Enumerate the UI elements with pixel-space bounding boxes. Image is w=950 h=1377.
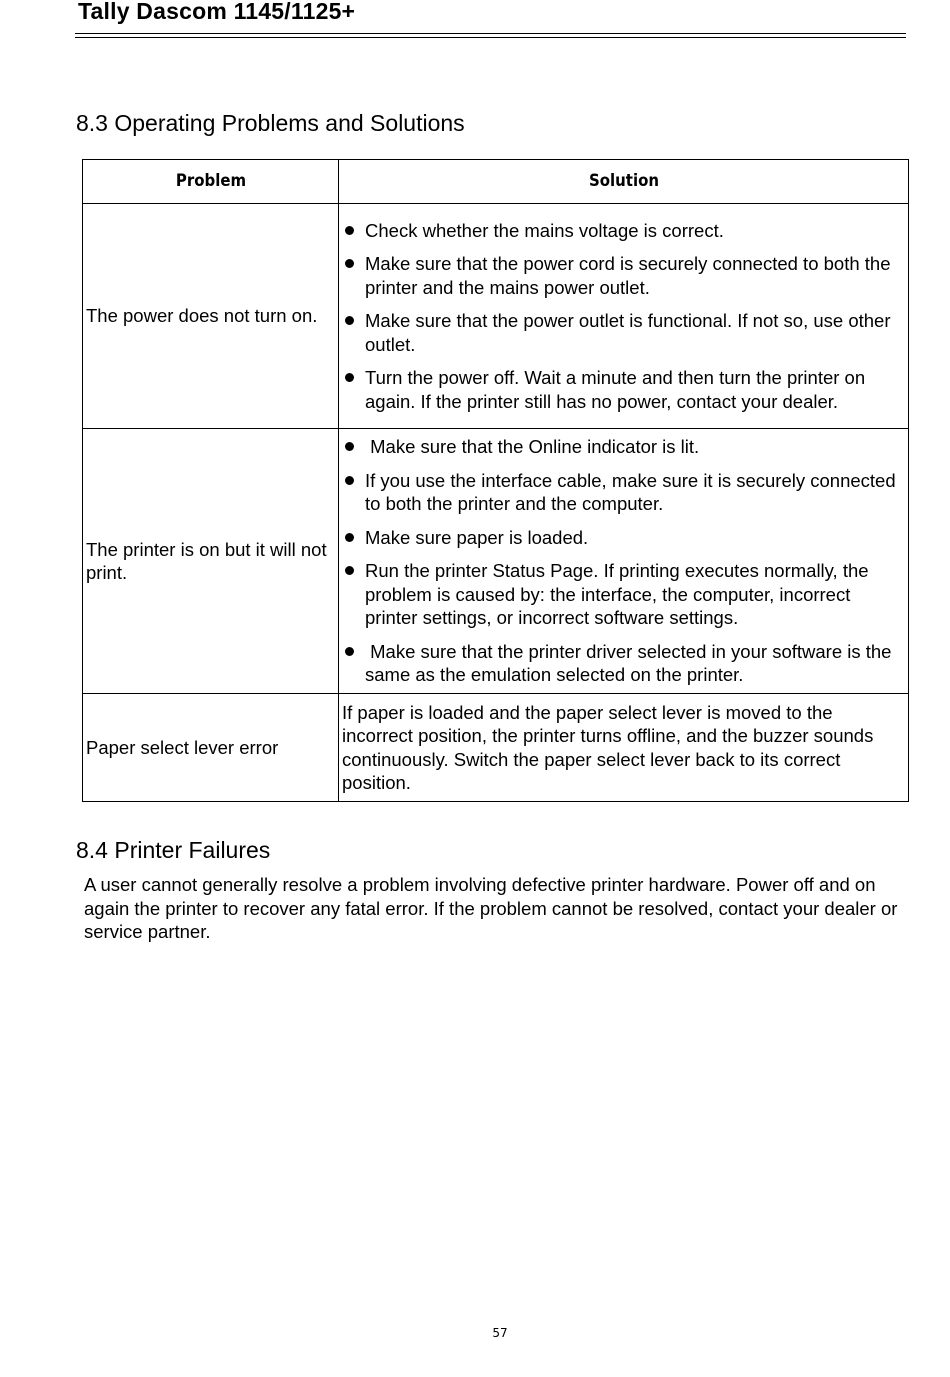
solution-text: If you use the interface cable, make sure it is securely connected to both the printer and the computer. [365, 469, 896, 515]
printer-failures-paragraph: A user cannot generally resolve a problem involving defective printer hardware. Power off and on again the printer to recover any fatal error. If the problem cannot be resolved, contact your dealer or service partner. [84, 874, 898, 942]
solution-cell: If paper is loaded and the paper select lever is moved to the incorrect position, the printer turns offline, and the buzzer sounds continuously. Switch the paper select lever back to its correct position. [339, 694, 909, 802]
problem-cell: The power does not turn on. [83, 204, 339, 429]
table-header-row [83, 160, 909, 204]
solution-text: Turn the power off. Wait a minute and then turn the printer on again. If the printer still has no power, contact your dealer. [365, 367, 866, 412]
solution-text: Make sure that the printer driver selected in your software is the same as the emulation selected on the printer. [365, 640, 897, 686]
list-item [342, 559, 898, 630]
list-item [342, 435, 898, 459]
table-row [83, 204, 909, 429]
solution-text: Make sure that the Online indicator is lit. [365, 436, 700, 458]
header-double-rule [75, 33, 906, 38]
bullet-icon [345, 316, 354, 325]
problems-solutions-table [82, 159, 909, 802]
section-title-8-3: 8.3 Operating Problems and Solutions [76, 110, 465, 136]
bullet-icon [345, 442, 354, 451]
solution-text: Make sure that the power outlet is functional. If not so, use other outlet. [365, 310, 891, 355]
table-row [83, 429, 909, 694]
table-row [83, 694, 909, 802]
list-item [342, 252, 898, 299]
solution-text: Check whether the mains voltage is correct. [365, 219, 724, 241]
list-item [342, 469, 898, 516]
solution-list [342, 435, 898, 687]
solution-list [342, 219, 898, 414]
bullet-icon [345, 259, 354, 268]
bullet-icon [345, 566, 354, 575]
bullet-icon [345, 476, 354, 485]
column-header-solution: Solution [373, 160, 875, 204]
list-item [342, 366, 898, 413]
list-item [342, 219, 898, 243]
solution-text: Run the printer Status Page. If printing executes normally, the problem is caused by: the interface, the computer, incorrect printer settings, or incorrect software settings. [365, 560, 869, 629]
bullet-icon [345, 373, 354, 382]
bullet-icon [345, 533, 354, 542]
solution-cell [339, 204, 909, 429]
bullet-icon [345, 647, 354, 656]
page-header-title: Tally Dascom 1145/1125+ [78, 0, 356, 24]
column-header-problem: Problem [98, 160, 323, 204]
solution-text: Make sure paper is loaded. [365, 526, 589, 548]
solution-text: Make sure that the power cord is securely connected to both the printer and the mains power outlet. [365, 253, 891, 298]
list-item [342, 640, 898, 687]
list-item [342, 309, 898, 356]
problem-cell: Paper select lever error [83, 694, 339, 802]
section-title-8-4: 8.4 Printer Failures [76, 837, 271, 863]
bullet-icon [345, 226, 354, 235]
page-number: 57 [492, 1326, 508, 1340]
list-item [342, 526, 898, 550]
problem-cell: The printer is on but it will not print. [83, 429, 339, 694]
solution-cell [339, 429, 909, 694]
